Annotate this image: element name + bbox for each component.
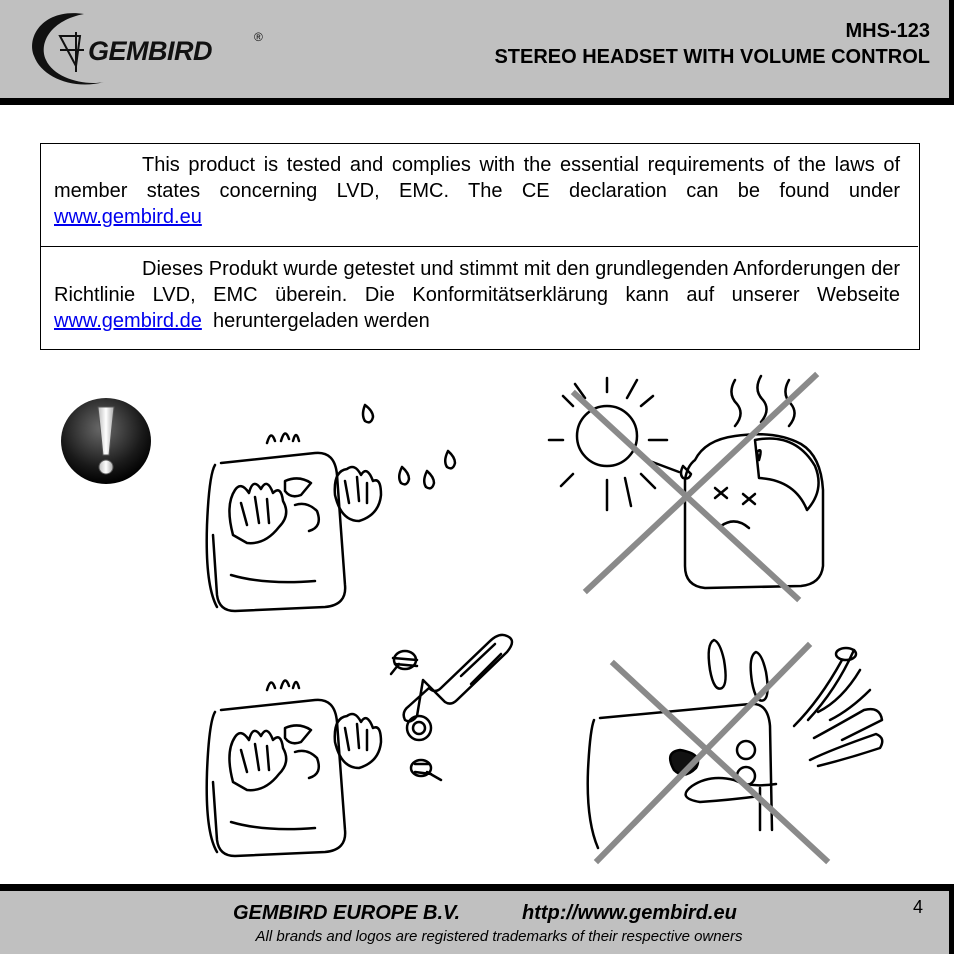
declaration-german (41, 246, 918, 341)
no-heat-illustration (545, 370, 845, 610)
gembird-eu-link[interactable]: www.gembird.eu (54, 206, 202, 228)
company-name: GEMBIRD EUROPE B.V. (233, 902, 461, 924)
footer-website-link[interactable]: http://www.gembird.eu (522, 902, 737, 924)
declaration-german-tail: heruntergeladen werden (201, 310, 430, 332)
logo-wordmark: GEMBIRD (88, 36, 212, 66)
header-divider (0, 98, 954, 105)
exclamation-warning-icon (58, 395, 154, 487)
model-code: MHS-123 (845, 20, 930, 42)
declaration-english-text: This product is tested and complies with the essential requirements of the laws of member states concerning LVD, EMC. The CE declaration can be found under (54, 154, 900, 202)
trademark-notice: All brands and logos are registered trademarks of their respective owners (255, 928, 743, 945)
product-name: STEREO HEADSET WITH VOLUME CONTROL (494, 46, 930, 68)
no-disassembly-illustration (195, 630, 535, 860)
no-foreign-objects-illustration (580, 630, 900, 870)
ce-declaration-box (40, 143, 920, 350)
gembird-logo (24, 6, 263, 92)
declaration-english (41, 152, 918, 247)
header-edge (949, 0, 954, 105)
registered-mark: ® (254, 30, 263, 44)
gembird-de-link[interactable]: www.gembird.de (54, 310, 202, 332)
footer-divider (0, 884, 954, 891)
declaration-german-text: Dieses Produkt wurde getestet und stimmt mit den grundlegenden Anforderungen der Richtlinie LVD, EMC überein. Die Konformitätserklärung kann auf unserer Webseite (54, 258, 900, 306)
page-number: 4 (913, 897, 924, 917)
keep-dry-illustration (195, 385, 475, 615)
